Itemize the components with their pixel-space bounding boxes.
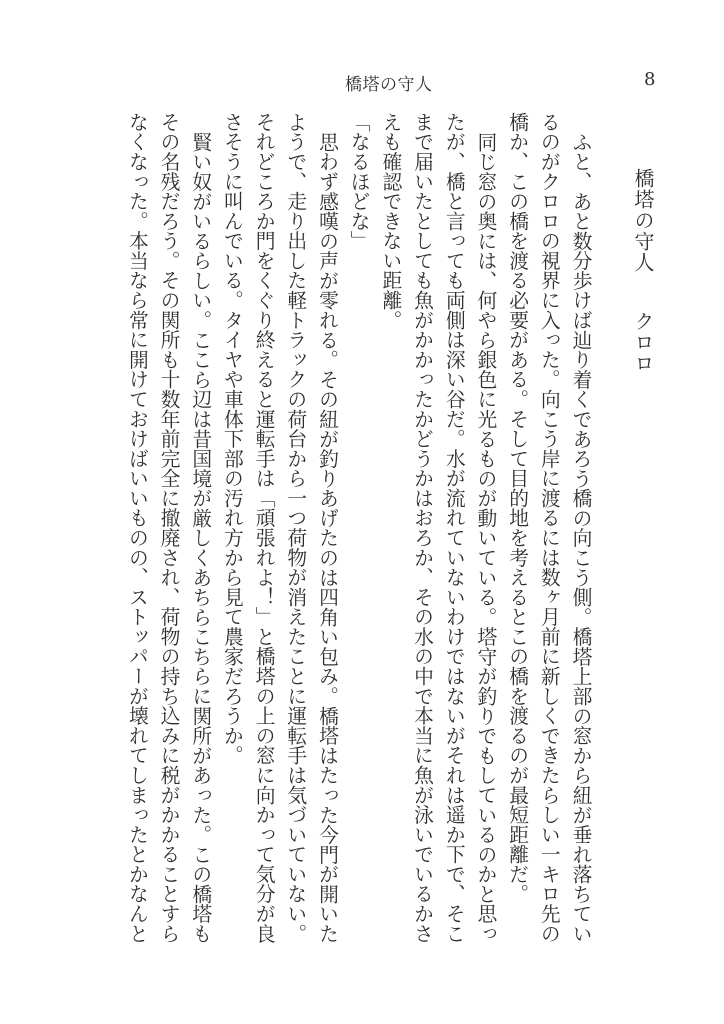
text-column: なくなった。本当なら常に開けておけばいいものの、ストッパーが壊れてしまったとかなんと bbox=[125, 112, 149, 944]
body-text bbox=[121, 112, 596, 942]
text-column: ようで、走り出した軽トラックの荷台から一つ荷物が消えたことに運転手は気づいていない。 bbox=[283, 112, 307, 944]
text-column: 同じ窓の奥には、何やら銀色に光るものが動いている。塔守が釣りでもしているのかと思っ bbox=[473, 131, 497, 944]
text-column: 「なるほどな」 bbox=[347, 112, 371, 251]
text-column: それどころか門をくぐり終えると運転手は「頑張れよ！」と橋塔の上の窓に向かって気分が良 bbox=[252, 112, 276, 944]
text-column: ふと、あと数分歩けば辿り着くであろう橋の向こう側。橋塔上部の窓から紐が垂れ落ちてい bbox=[569, 131, 592, 944]
text-column: 思わず感嘆の声が零れる。その紐が釣りあげたのは四角い包み。橋塔はたった今門が開いた bbox=[315, 131, 339, 944]
text-column: さそうに叫んでいる。タイヤや車体下部の汚れ方から見て農家だろうか。 bbox=[220, 112, 244, 766]
running-title: 橋塔の守人 bbox=[345, 75, 433, 95]
page-number: 8 bbox=[644, 69, 656, 90]
text-column: るのがクロロの視界に入った。向こう岸に渡るには数ヶ月前に新しくできたらしい一キロ先の bbox=[537, 112, 561, 944]
story-title: 橋塔の守人 bbox=[631, 168, 655, 273]
text-column: たが、橋と言っても両側は深い谷だ。水が流れていないわけではないがそれは遥か下で、そこ bbox=[442, 112, 466, 944]
story-heading bbox=[631, 168, 655, 428]
text-column: まで届いたとしても魚がかかったかどうかはおろか、その水の中で本当に魚が泳いでいるかさ bbox=[410, 112, 434, 944]
story-author: クロロ bbox=[631, 311, 655, 374]
text-column: 橋か、この橋を渡る必要がある。そして目的地を考えるとこの橋を渡るのが最短距離だ。 bbox=[505, 112, 529, 904]
text-column: 賢い奴がいるらしい。ここら辺は昔国境が厳しくあちらこちらに関所があった。この橋塔も bbox=[188, 131, 212, 944]
text-column: えも確認できない距離。 bbox=[378, 112, 402, 330]
text-column: その名残だろう。その関所も十数年前完全に撤廃され、荷物の持ち込みに税がかかることすら bbox=[157, 112, 181, 944]
